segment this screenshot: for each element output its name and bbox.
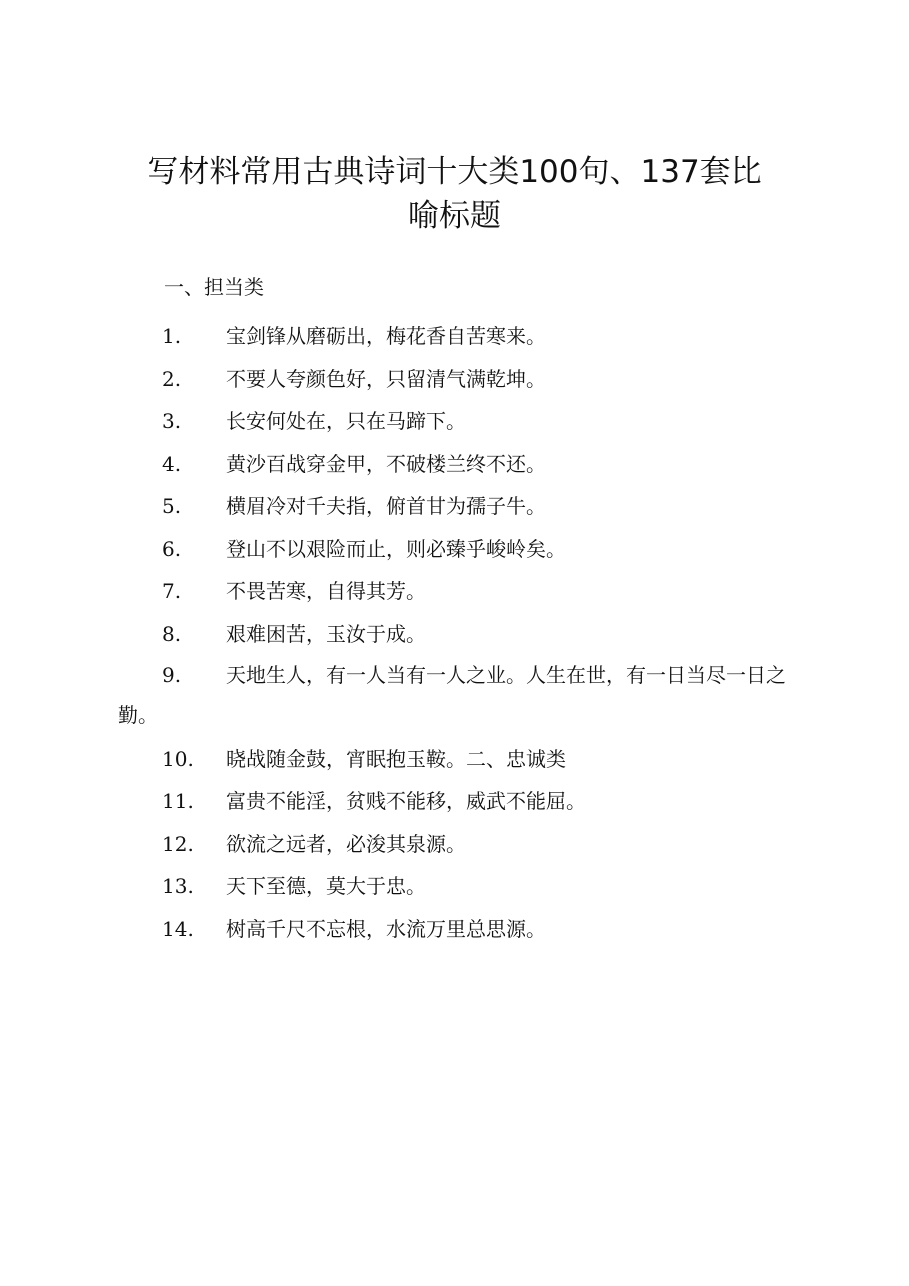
item-number: 2.	[162, 366, 182, 391]
list-item	[118, 865, 823, 908]
item-text: 树高千尺不忘根，水流万里总思源。	[226, 916, 546, 941]
item-number: 11.	[162, 789, 194, 813]
list-item	[118, 400, 823, 443]
item-text: 长安何处在，只在马蹄下。	[226, 409, 466, 433]
document-title-line-2: 喻标题	[408, 198, 501, 234]
item-text: 登山不以艰险而止，则必臻乎峻岭矣。	[226, 536, 566, 561]
item-number: 3.	[162, 409, 182, 433]
item-number: 13.	[162, 874, 194, 898]
item-number: 4.	[162, 451, 182, 476]
list-item	[118, 780, 823, 823]
item-number: 1.	[162, 324, 182, 348]
item-text: 天下至德，莫大于忠。	[226, 874, 426, 898]
item-text: 晓战随金鼓，宵眠抱玉鞍。二、忠诚类	[226, 746, 566, 771]
item-text: 黄沙百战穿金甲，不破楼兰终不还。	[226, 451, 546, 476]
list-item	[118, 655, 823, 735]
item-text: 富贵不能淫，贫贱不能移，威武不能屈。	[226, 789, 586, 813]
list-item	[118, 358, 823, 401]
item-number: 14.	[162, 916, 194, 941]
item-text: 欲流之远者，必浚其泉源。	[226, 831, 466, 856]
item-text: 不畏苦寒，自得其芳。	[226, 579, 426, 603]
item-number: 7.	[162, 579, 182, 603]
list-item	[118, 528, 823, 571]
item-text: 横眉冷对千夫指，俯首甘为孺子牛。	[226, 494, 546, 518]
list-item	[118, 570, 823, 613]
list-item	[118, 738, 823, 781]
list-item	[118, 443, 823, 486]
document-title	[100, 150, 809, 238]
item-text: 不要人夸颜色好，只留清气满乾坤。	[226, 366, 546, 391]
item-number: 10.	[162, 746, 194, 771]
item-text: 天地生人，有一人当有一人之业。人生在世，有一日当尽一日之勤。	[118, 663, 786, 727]
item-text: 宝剑锋从磨砺出，梅花香自苦寒来。	[226, 324, 546, 348]
list-item	[118, 908, 823, 951]
item-number: 8.	[162, 621, 182, 646]
list-item	[118, 315, 823, 358]
list-item	[118, 485, 823, 528]
item-number: 6.	[162, 536, 182, 561]
list-item	[118, 613, 823, 656]
item-text: 艰难困苦，玉汝于成。	[226, 621, 426, 646]
document-title-line-1: 写材料常用古典诗词十大类100句、137套比	[147, 154, 762, 190]
item-number: 12.	[162, 831, 194, 856]
section-heading: 一、担当类	[164, 275, 264, 299]
quote-list	[118, 315, 823, 950]
item-number: 9.	[162, 663, 182, 687]
list-item	[118, 823, 823, 866]
item-number: 5.	[162, 494, 182, 518]
